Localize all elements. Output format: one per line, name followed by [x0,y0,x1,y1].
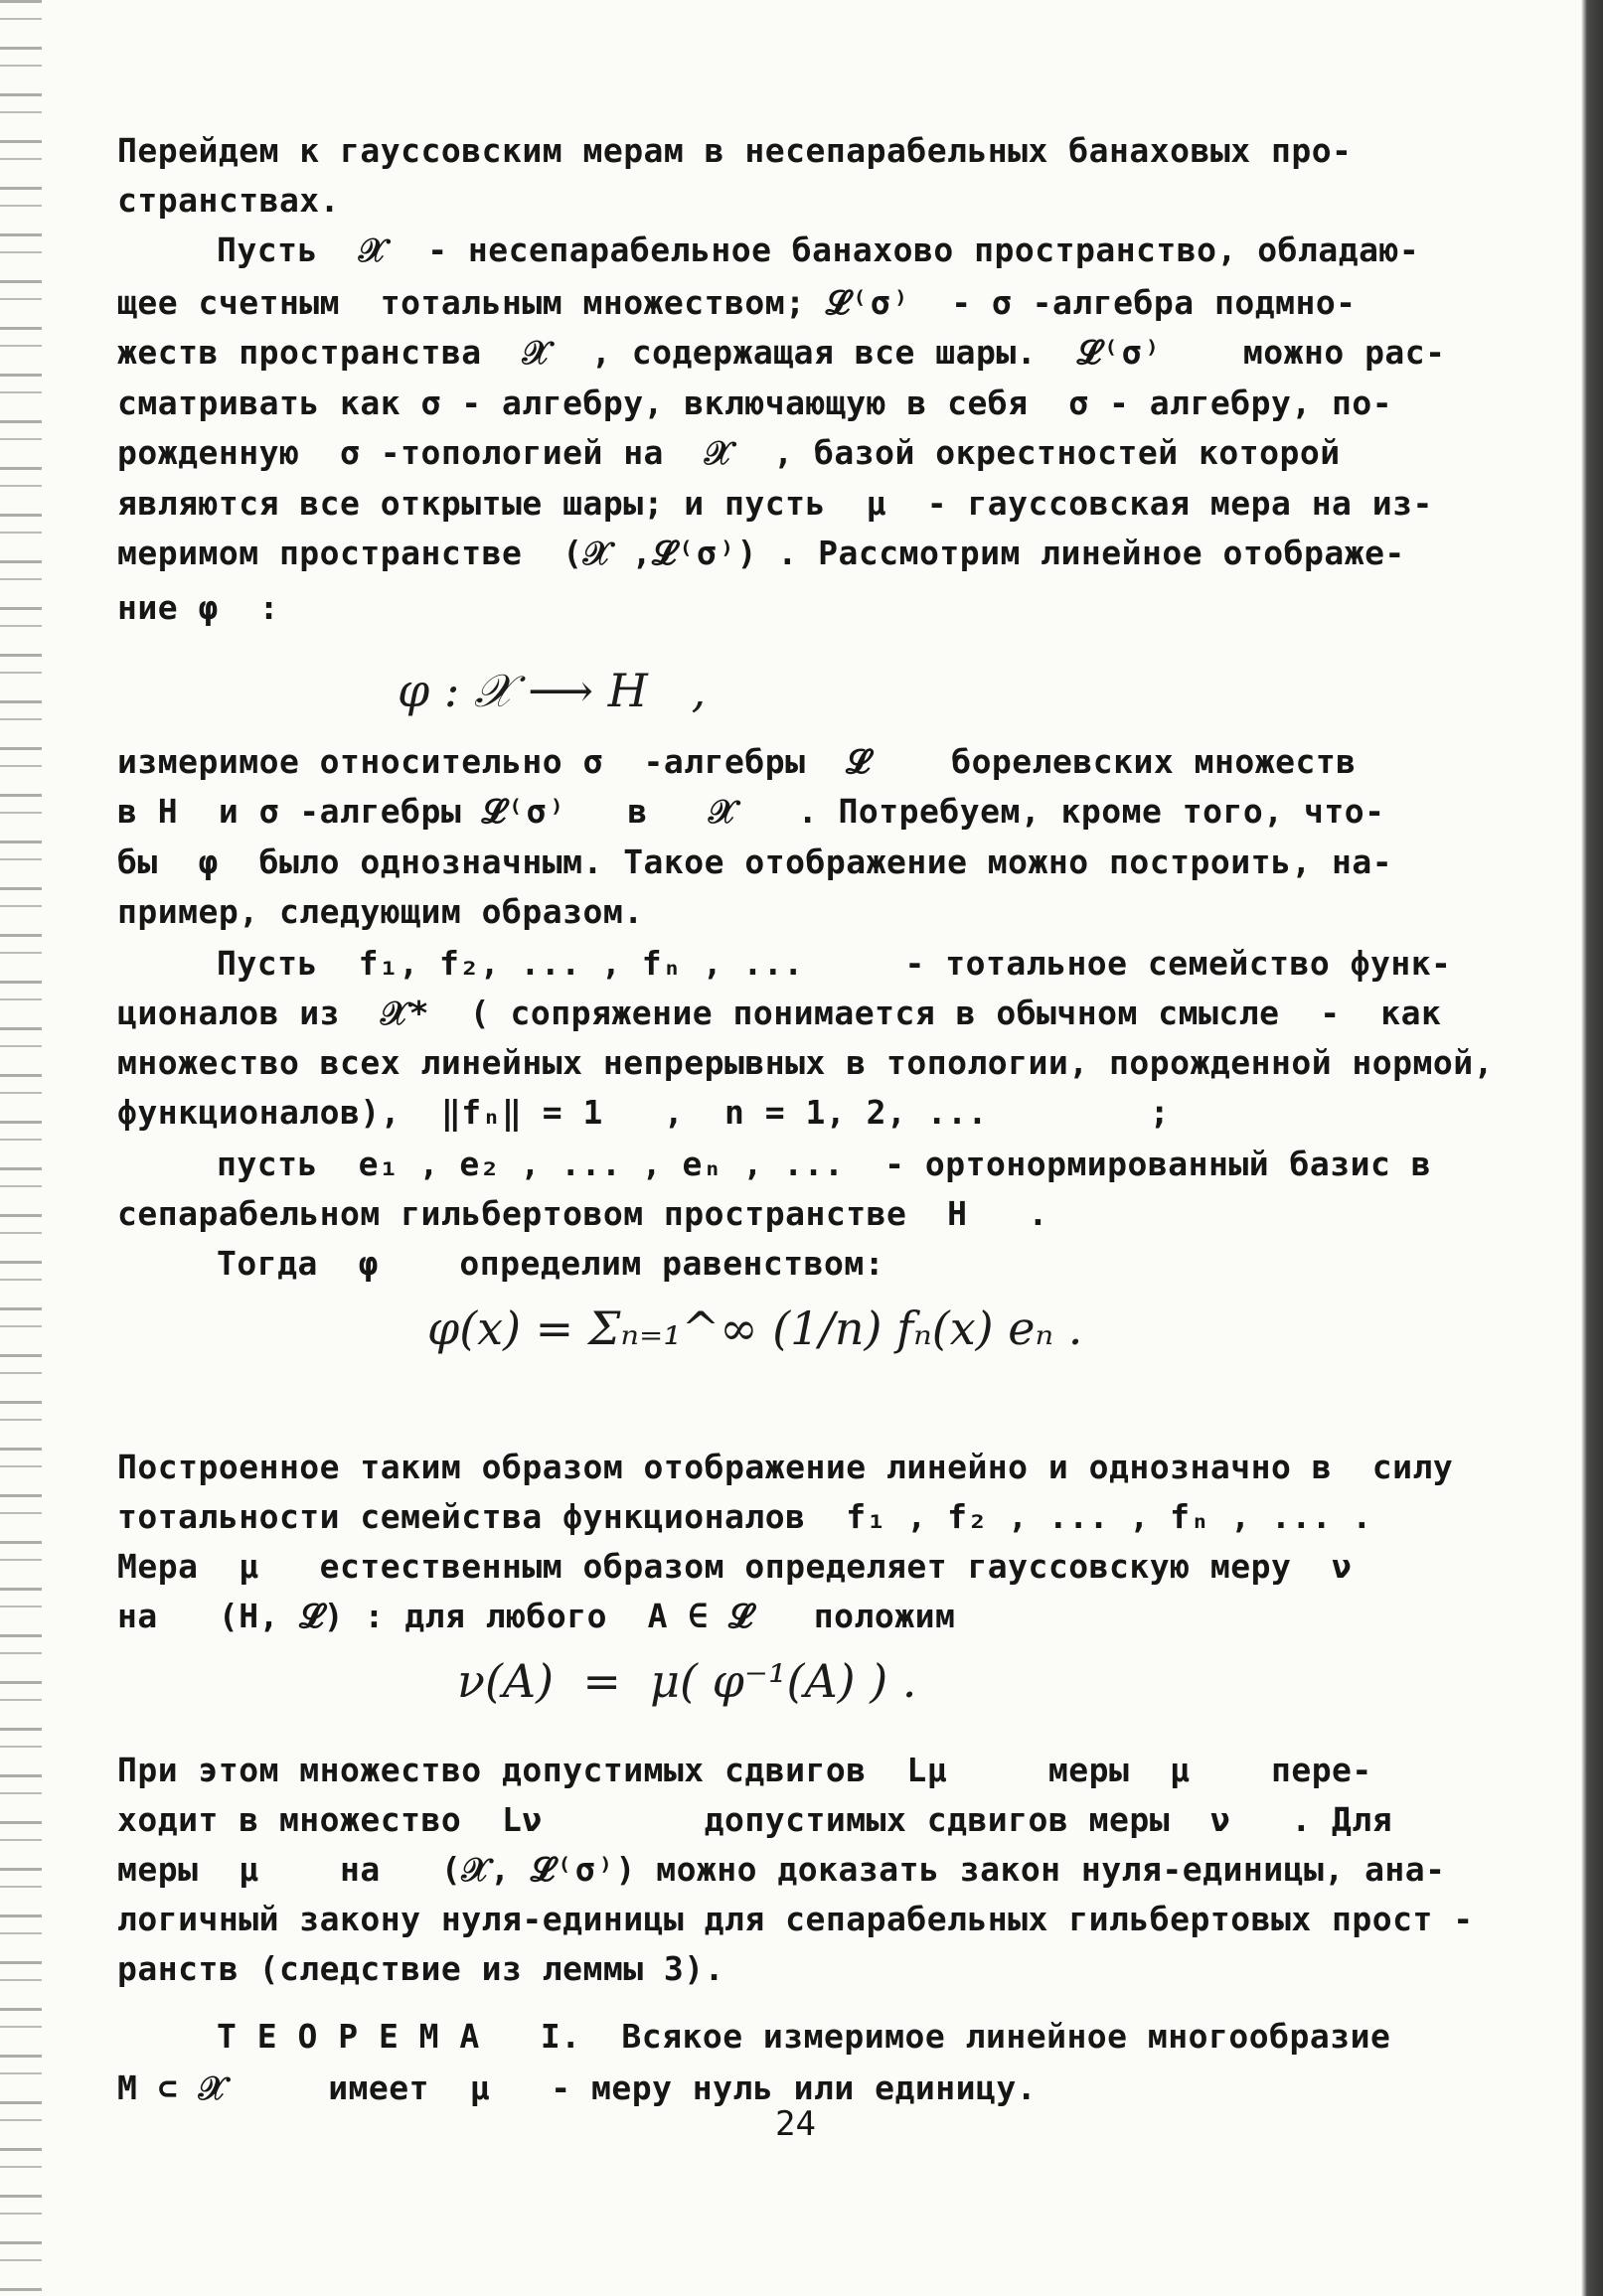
text-line: щее счетным тотальным множеством; 𝓛⁽σ⁾ - σ -алгебра подмно- [117,283,1357,322]
text-line: Пусть f₁, f₂, ... , fₙ , ... - тотальное семейство функ- [217,944,1452,983]
text-line: пример, следующим образом. [117,892,644,931]
text-line: ние φ : [117,588,279,627]
text-line: Тогда φ определим равенством: [217,1244,885,1283]
text-line: ходит в множество Lν допустимых сдвигов меры ν . Для [117,1800,1393,1839]
text-line: тотальности семейства функционалов f₁ , f₂ , ... , fₙ , ... . [117,1497,1372,1536]
text-line: Построенное таким образом отображение линейно и однозначно в силу [117,1448,1454,1486]
formula-nu-definition: ν(A) = μ( φ⁻¹(A) ) . [457,1654,917,1708]
text-line: функционалов), ‖fₙ‖ = 1 , n = 1, 2, ... ; [117,1093,1171,1132]
text-line: ранств (следствие из леммы 3). [117,1949,725,1988]
formula-phi-definition: φ(x) = Σₙ₌₁^∞ (1/n) fₙ(x) eₙ . [427,1301,1083,1355]
text-line: меримом пространстве (𝒳 ,𝓛⁽σ⁾) . Рассмотрим линейное отображе- [117,534,1405,572]
text-line: Перейдем к гауссовским мерам в несепарабельных банаховых про- [117,131,1353,170]
text-line: Мера μ естественным образом определяет гауссовскую меру ν [117,1547,1353,1586]
text-line: жеств пространства 𝒳 , содержащая все шары. 𝓛⁽σ⁾ можно рас- [117,333,1446,372]
text-line: сепарабельном гильбертовом пространстве H . [117,1194,1048,1233]
theorem-heading: Т Е О Р Е М А I. Всякое измеримое линейное многообразие [217,2017,1391,2056]
text-line: пусть e₁ , e₂ , ... , eₙ , ... - ортонормированный базис в [217,1145,1432,1183]
text-line: Пусть 𝒳 - несепарабельное банахово пространство, обладаю- [217,230,1420,269]
text-line: странствах. [117,181,341,220]
text-line: логичный закону нуля-единицы для сепарабельных гильбертовых прост - [117,1900,1474,1938]
text-line: являются все открытые шары; и пусть μ - гауссовская мера на из- [117,484,1433,523]
text-line: на (H, 𝓛) : для любого A ∈ 𝓛 положим [117,1597,956,1635]
text-line: ционалов из 𝒳* ( сопряжение понимается в обычном смысле - как [117,994,1442,1032]
text-line: бы φ было однозначным. Такое отображение можно построить, на- [117,842,1393,881]
theorem-statement: M ⊂ 𝒳 имеет μ - меру нуль или единицу. [117,2068,1038,2107]
formula-mapping: φ : 𝒳 ⟶ H , [398,664,707,717]
text-line: сматривать как σ - алгебру, включающую в себя σ - алгебру, по- [117,383,1393,422]
text-line: множество всех линейных непрерывных в топологии, порожденной нормой, [117,1043,1495,1082]
page-number: 24 [775,2104,816,2144]
text-line: измеримое относительно σ -алгебры 𝓛 борелевских множеств [117,742,1357,781]
text-line: в H и σ -алгебры 𝓛⁽σ⁾ в 𝒳 . Потребуем, кроме того, что- [117,792,1385,831]
text-line: рожденную σ -топологией на 𝒳 , базой окрестностей которой [117,433,1341,472]
text-line: меры μ на (𝒳, 𝓛⁽σ⁾) можно доказать закон нуля-единицы, ана- [117,1850,1446,1889]
text-line: При этом множество допустимых сдвигов Lμ меры μ пере- [117,1751,1372,1789]
